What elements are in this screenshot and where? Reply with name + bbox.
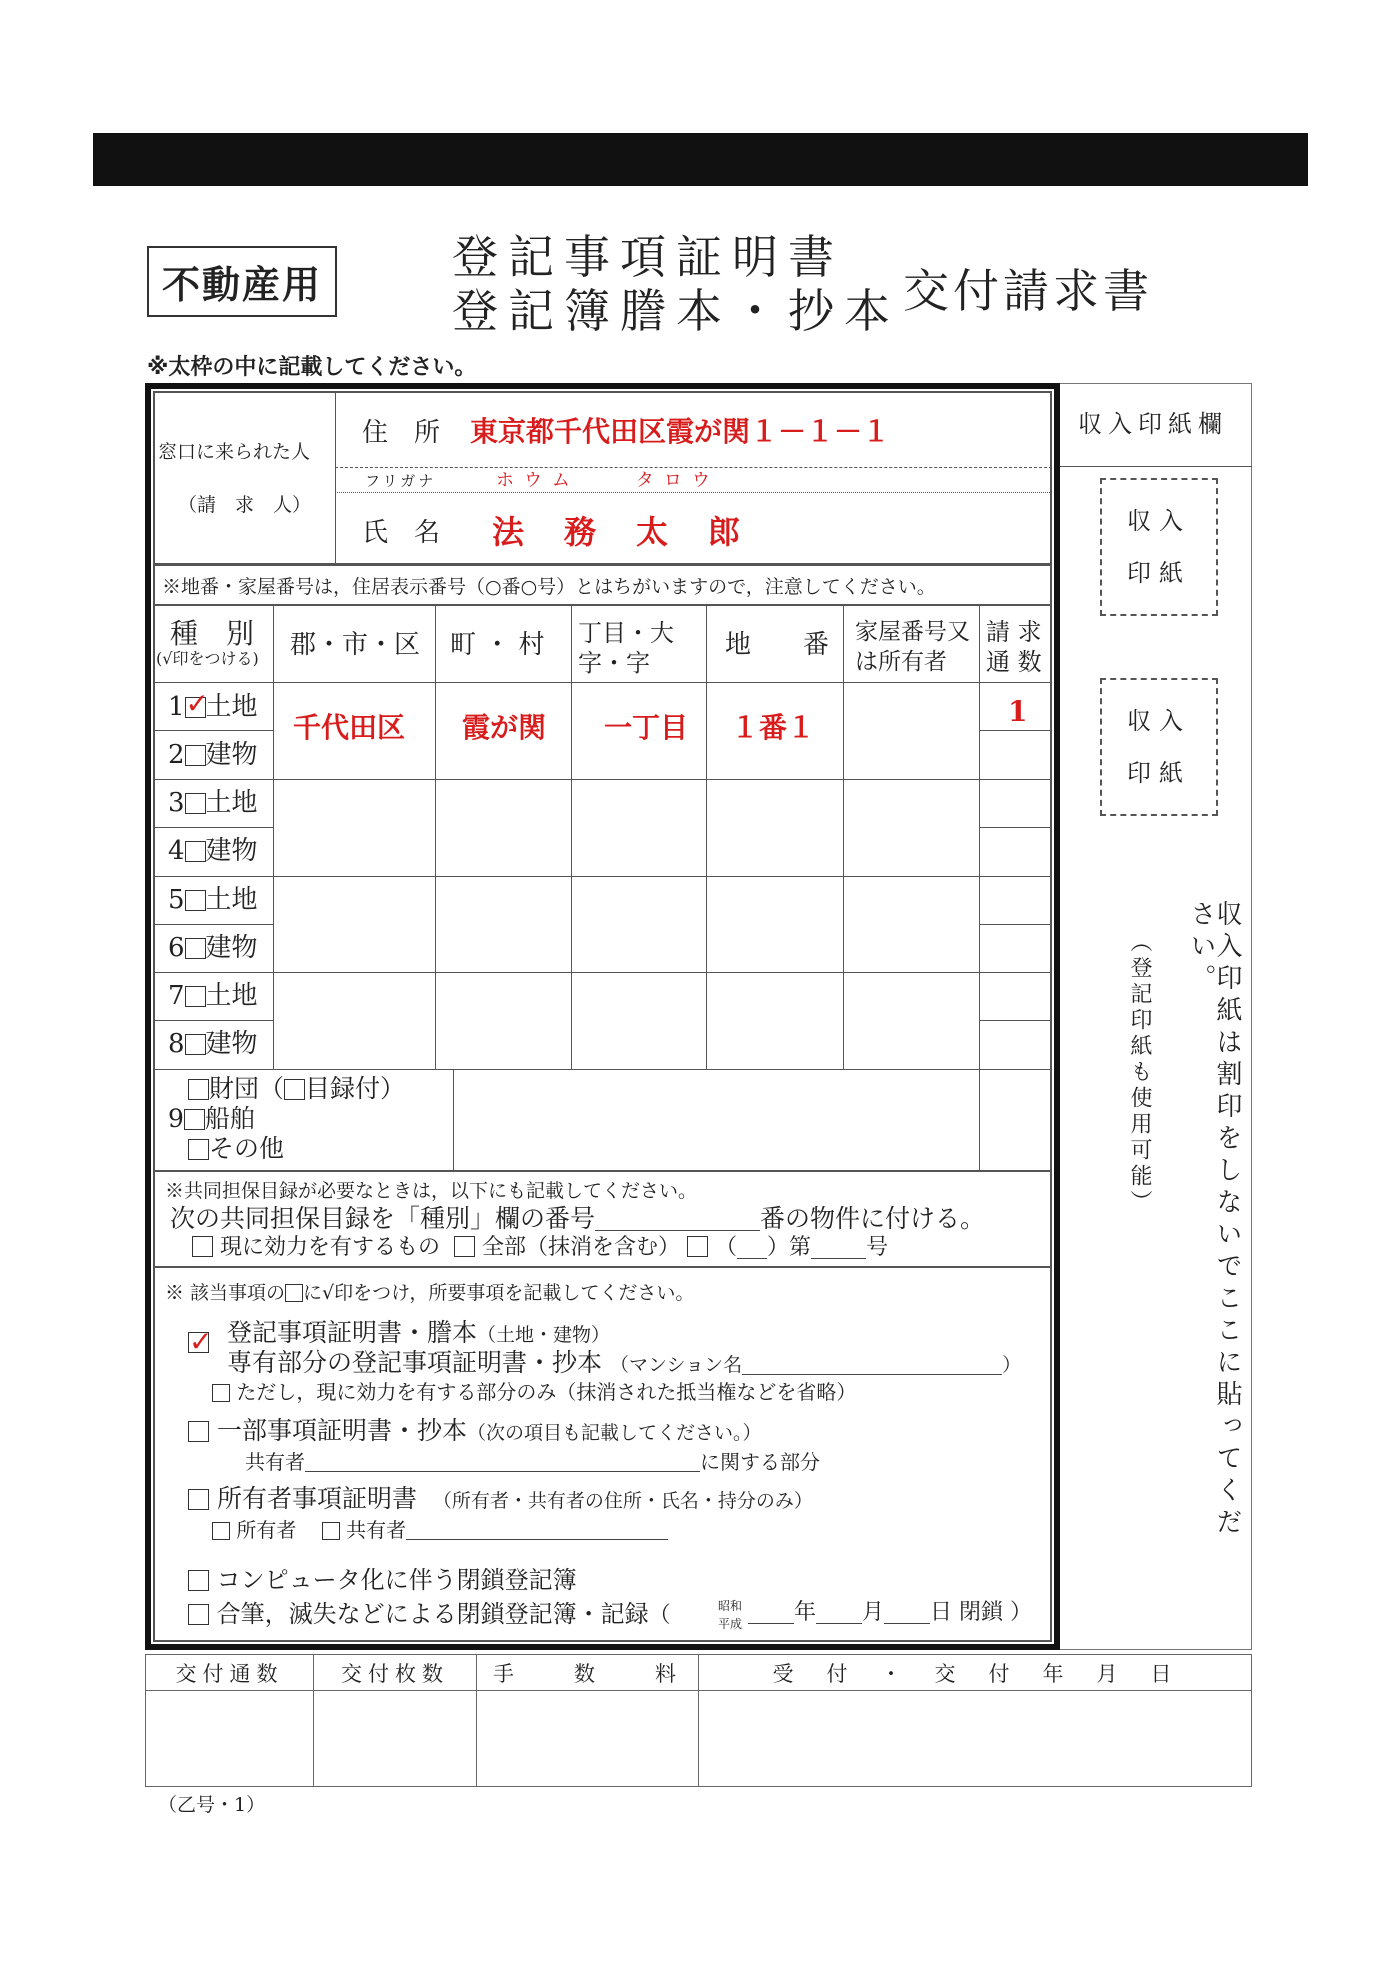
ship-checkbox[interactable] bbox=[184, 1109, 205, 1130]
era-heisei: 平成 bbox=[718, 1617, 743, 1631]
mansion-label: （マンション名 bbox=[609, 1354, 743, 1376]
stamp-box-2-line2: 印紙 bbox=[1127, 759, 1191, 787]
joint-all-label: 全部（抹消を含む） bbox=[482, 1235, 681, 1260]
date-header: 受 付 ・ 交 付 年 月 日 bbox=[699, 1655, 1252, 1691]
row-number: 7 bbox=[168, 981, 185, 1011]
joint-effective-checkbox[interactable] bbox=[192, 1236, 213, 1257]
lot-number-note: ※地番・家屋番号は，住居表示番号（○番○号）とはちがいますので，注意してください。 bbox=[162, 576, 936, 598]
partial-certificate-sub: （次の項目も記載してください。） bbox=[466, 1422, 762, 1444]
row-number: 6 bbox=[168, 933, 185, 963]
row-number: 1 bbox=[168, 692, 185, 722]
closed-registry-label: コンピュータ化に伴う閉鎖登記簿 bbox=[216, 1566, 577, 1594]
title-line2: 登記簿謄本・抄本 bbox=[452, 284, 900, 338]
title-suffix: 交付請求書 bbox=[903, 264, 1153, 318]
day-label: 日 閉鎖 ） bbox=[930, 1600, 1033, 1625]
joint-catalog-end: 号 bbox=[866, 1235, 889, 1260]
property-row-3[interactable] bbox=[168, 790, 258, 816]
property-row-9b[interactable] bbox=[168, 1106, 255, 1131]
certificate-checkbox[interactable] bbox=[188, 1332, 209, 1353]
other-label: その他 bbox=[209, 1134, 285, 1163]
address-field[interactable]: 東京都千代田区霞が関１－１－１ bbox=[470, 415, 891, 448]
property-row-9c[interactable] bbox=[188, 1136, 284, 1161]
copies-value[interactable]: 1 bbox=[1008, 695, 1028, 728]
stamp-instruction: 収入印紙は割印をしないでここに貼ってください。 bbox=[1186, 900, 1242, 1540]
co-owner-end: に関する部分 bbox=[700, 1450, 820, 1474]
kind-label: 土地 bbox=[205, 692, 258, 722]
property-row-4[interactable] bbox=[168, 838, 258, 864]
closure-year-field[interactable] bbox=[748, 1602, 794, 1624]
request-item-2b bbox=[245, 1450, 820, 1472]
name-label: 氏 名 bbox=[362, 518, 441, 548]
row-number: 4 bbox=[168, 836, 185, 866]
stamp-box-1-line2: 印紙 bbox=[1127, 559, 1191, 587]
kind-checkbox[interactable] bbox=[185, 986, 206, 1007]
kind-checkbox[interactable] bbox=[185, 1034, 206, 1055]
closure-date bbox=[748, 1602, 1032, 1624]
address-label: 住 所 bbox=[362, 418, 441, 448]
instruction-note: ※太枠の中に記載してください。 bbox=[147, 355, 477, 380]
owner-certificate-sub: （所有者・共有者の住所・氏名・持分のみ） bbox=[432, 1490, 813, 1512]
form-code: （乙号・1） bbox=[158, 1794, 266, 1816]
stamp-box-2 bbox=[1100, 678, 1218, 816]
header-town: 町 ・ 村 bbox=[450, 630, 545, 660]
co-owner-name-field[interactable] bbox=[406, 1518, 668, 1540]
joint-line-end: 番の物件に付ける。 bbox=[760, 1204, 986, 1233]
row-number: 2 bbox=[168, 740, 185, 770]
catalog-label: 目録付） bbox=[305, 1074, 406, 1103]
merged-registry-checkbox[interactable] bbox=[188, 1604, 209, 1625]
fee-header: 手 数 料 bbox=[477, 1655, 699, 1691]
lot-value[interactable]: １番１ bbox=[731, 711, 816, 744]
year-label: 年 bbox=[794, 1600, 817, 1625]
header-kind-sub: (√印をつける) bbox=[156, 649, 259, 668]
closed-registry-checkbox[interactable] bbox=[188, 1570, 209, 1591]
joint-effective-label: 現に効力を有するもの bbox=[220, 1235, 441, 1260]
owner-label: 所有者 bbox=[236, 1518, 297, 1542]
co-owner-field[interactable] bbox=[305, 1450, 700, 1472]
applicant-sub-label: （請 求 人） bbox=[178, 494, 312, 516]
kind-checkbox[interactable] bbox=[185, 938, 206, 959]
joint-all-checkbox[interactable] bbox=[454, 1236, 475, 1257]
kind-label: 土地 bbox=[205, 981, 258, 1011]
date-cell bbox=[699, 1691, 1252, 1787]
request-item-1[interactable] bbox=[188, 1332, 209, 1354]
header-district: 郡・市・区 bbox=[290, 630, 421, 660]
other-checkbox[interactable] bbox=[188, 1139, 209, 1160]
issued-copies-cell bbox=[146, 1691, 314, 1787]
joint-note: ※共同担保目録が必要なときは，以下にも記載してください。 bbox=[165, 1180, 698, 1202]
joint-number-checkbox[interactable] bbox=[687, 1236, 708, 1257]
request-item-4[interactable] bbox=[188, 1568, 577, 1592]
applicant-label: 窓口に来られた人 bbox=[158, 441, 311, 463]
kind-label: 建物 bbox=[205, 1029, 258, 1059]
catalog-checkbox[interactable] bbox=[284, 1079, 305, 1100]
header-kind: 種 別 bbox=[170, 617, 255, 650]
request-item-1-text bbox=[227, 1320, 610, 1345]
joint-open-paren: （ bbox=[715, 1235, 738, 1260]
furigana-field[interactable]: ホウム タロウ bbox=[496, 470, 720, 491]
top-black-bar bbox=[93, 133, 1308, 186]
certificate-label: 登記事項証明書・謄本 bbox=[227, 1318, 478, 1347]
joint-options bbox=[192, 1236, 888, 1259]
request-item-3b bbox=[212, 1518, 668, 1540]
unit-certificate-label: 専有部分の登記事項証明書・抄本 bbox=[227, 1348, 603, 1377]
property-row-2[interactable] bbox=[168, 742, 258, 768]
chome-value[interactable]: 一丁目 bbox=[604, 711, 689, 744]
header-chome: 丁目・大字・字 bbox=[578, 619, 674, 677]
stamp-sub-instruction: （登記印紙も使用可能） bbox=[1127, 930, 1152, 1216]
partial-certificate-label: 一部事項証明書・抄本 bbox=[216, 1416, 467, 1445]
stamp-box-1-line1: 収入 bbox=[1127, 507, 1191, 535]
property-row-7[interactable] bbox=[168, 983, 258, 1009]
header-copies: 請 求 通 数 bbox=[986, 618, 1042, 676]
joint-number-field[interactable] bbox=[595, 1209, 760, 1231]
joint-catalog-number-field[interactable] bbox=[811, 1237, 866, 1259]
title-line1: 登記事項証明書 bbox=[452, 230, 844, 284]
request-note bbox=[165, 1284, 694, 1303]
co-owner-checkbox[interactable] bbox=[322, 1522, 340, 1540]
sample-checkbox-icon bbox=[285, 1284, 303, 1302]
row-number: 8 bbox=[168, 1029, 185, 1059]
issued-copies-header: 交付通数 bbox=[146, 1655, 314, 1691]
foundation-checkbox[interactable] bbox=[188, 1079, 209, 1100]
property-row-8[interactable] bbox=[168, 1031, 258, 1057]
request-item-1b bbox=[227, 1350, 1021, 1375]
name-field[interactable]: 法 務 太 郎 bbox=[492, 513, 745, 551]
town-value[interactable]: 霞が関 bbox=[462, 711, 547, 744]
merged-open-paren: （ bbox=[648, 1603, 671, 1628]
kind-checkbox[interactable] bbox=[185, 697, 206, 718]
effective-only-checkbox[interactable] bbox=[212, 1384, 230, 1402]
kind-checkbox[interactable] bbox=[185, 841, 206, 862]
row-number: 9 bbox=[168, 1104, 184, 1133]
kind-label: 建物 bbox=[205, 933, 258, 963]
property-badge: 不動産用 bbox=[147, 246, 337, 317]
issued-sheets-header: 交付枚数 bbox=[314, 1655, 477, 1691]
property-row-9a[interactable] bbox=[188, 1076, 405, 1101]
header-house: 家屋番号又は所有者 bbox=[855, 619, 970, 675]
request-item-3[interactable] bbox=[188, 1486, 813, 1511]
mansion-close: ） bbox=[1002, 1354, 1022, 1376]
stamp-header: 収入印紙欄 bbox=[1078, 410, 1228, 438]
furigana-label: フリガナ bbox=[365, 472, 437, 490]
district-value[interactable]: 千代田区 bbox=[293, 711, 406, 744]
request-note-a: ※ 該当事項の bbox=[165, 1282, 286, 1304]
kind-checkbox[interactable] bbox=[185, 745, 206, 766]
era-showa: 昭和 bbox=[718, 1599, 743, 1613]
mansion-name-field[interactable] bbox=[742, 1353, 1002, 1375]
request-item-1c[interactable] bbox=[212, 1382, 856, 1402]
kind-checkbox[interactable] bbox=[185, 890, 206, 911]
joint-catalog-field[interactable] bbox=[737, 1237, 767, 1259]
kind-label: 土地 bbox=[205, 788, 258, 818]
request-item-5[interactable] bbox=[188, 1602, 671, 1627]
closure-day-field[interactable] bbox=[884, 1602, 930, 1624]
co-owner-label: 共有者 bbox=[245, 1450, 305, 1474]
request-item-2[interactable] bbox=[188, 1418, 761, 1443]
kind-label: 土地 bbox=[205, 885, 258, 915]
property-row-6[interactable] bbox=[168, 935, 258, 961]
partial-certificate-checkbox[interactable] bbox=[188, 1421, 209, 1442]
foundation-label: 財団（ bbox=[209, 1074, 285, 1103]
joint-line-text: 次の共同担保目録を「種別」欄の番号 bbox=[170, 1204, 596, 1233]
issued-sheets-cell bbox=[314, 1691, 477, 1787]
property-row-1[interactable] bbox=[168, 694, 258, 720]
month-label: 月 bbox=[862, 1600, 885, 1625]
kind-label: 建物 bbox=[205, 740, 258, 770]
owner-certificate-checkbox[interactable] bbox=[188, 1489, 209, 1510]
ship-label: 船舶 bbox=[204, 1104, 255, 1133]
effective-only-label: ただし，現に効力を有する部分のみ（抹消された抵当権などを省略） bbox=[236, 1380, 857, 1404]
property-row-5[interactable] bbox=[168, 887, 258, 913]
owner-certificate-label: 所有者事項証明書 bbox=[216, 1484, 417, 1513]
co-owner-label-2: 共有者 bbox=[346, 1518, 407, 1542]
joint-catalog-mid: ）第 bbox=[767, 1235, 812, 1260]
office-use-table bbox=[145, 1654, 1252, 1787]
kind-label: 建物 bbox=[205, 836, 258, 866]
request-note-b: に√印をつけ，所要事項を記載してください。 bbox=[303, 1282, 695, 1304]
header-lot: 地 番 bbox=[725, 630, 830, 660]
kind-checkbox[interactable] bbox=[185, 793, 206, 814]
row-number: 5 bbox=[168, 885, 185, 915]
stamp-box-2-line1: 収入 bbox=[1127, 707, 1191, 735]
owner-checkbox[interactable] bbox=[212, 1522, 230, 1540]
closure-month-field[interactable] bbox=[816, 1602, 862, 1624]
fee-cell bbox=[477, 1691, 699, 1787]
merged-registry-label: 合筆，滅失などによる閉鎖登記簿・記録 bbox=[216, 1600, 649, 1628]
certificate-sub: （土地・建物） bbox=[477, 1324, 611, 1346]
stamp-box-1 bbox=[1100, 478, 1218, 616]
joint-line bbox=[170, 1206, 985, 1231]
row-number: 3 bbox=[168, 788, 185, 818]
